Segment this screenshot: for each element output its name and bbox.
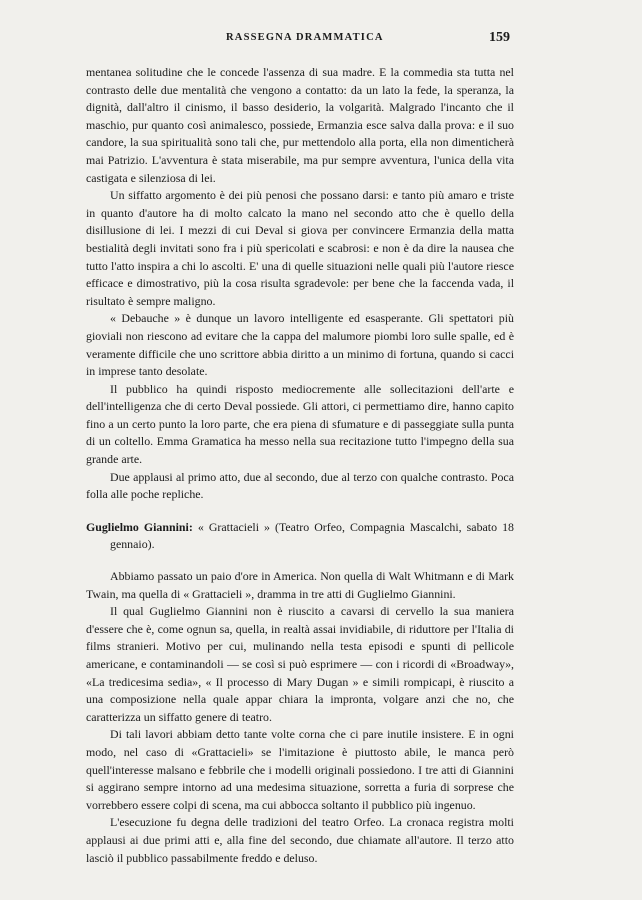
paragraph: Due applausi al primo atto, due al secondo, due al terzo con qualche contrasto. Poca folla alle poche repliche. <box>86 469 514 502</box>
paragraph: mentanea solitudine che le concede l'assenza di sua madre. E la commedia sta tutta nel contrasto delle due mentalità che vengono a contatto: da un lato la fede, la speranza, la dignità, dall'altro il cinismo, il basso desiderio, la volgarità. Malgrado l'incanto che il maschio, pur quanto così animalesco, possiede, Ermanzia esce salva dalla prova: e il suo candore, la sua spiritualità sono tali che, pur mettendolo alla porta, ella non dimenticherà mai Patrizio. L'avventura è stata miserabile, ma pur sempre avventura, l'unica della vita castigata e silenziosa di lei. <box>86 65 514 185</box>
review-details: « Grattacieli » (Teatro Orfeo, Compagnia Mascalchi, sabato 18 gennaio). <box>110 519 514 552</box>
paragraph: Di tali lavori abbiam detto tante volte corna che ci pare inutile insistere. E in ogni modo, nel caso di «Grattacieli» se l'imitazione è piuttosto abile, le manca però quell'interesse malsano e febbrile che i modelli originali possiedono. I tre atti di Giannini si aggirano sempre intorno ad una medesima situazione, sorretta a furia di sorprese che vorrebbero essere colpi di scena, ma cui abbocca soltanto il pubblico più ingenuo. <box>86 727 514 812</box>
paragraph: Il qual Guglielmo Giannini non è riuscito a cavarsi di cervello la sua maniera d'essere che è, come ognun sa, quella, in realtà assai invidiabile, di riduttore per l'Italia di films stranieri. Motivo per cui, mulinando nella testa episodi e spunti di pellicole americane, e contaminandoli — se così si può esprimere — con i ricordi di «Broadway», «La tredicesima sedia», « Il processo di Mary Dugan » e simili rompicapi, è riuscito a una composizione nella quale appar chiara la impronta, volgare anzi che no, che caratterizza un siffatto genere di teatro. <box>86 604 514 724</box>
paragraph: Il pubblico ha quindi risposto mediocremente alle sollecitazioni dell'arte e dell'intelligenza che di certo Deval possiede. Gli attori, ci permettiamo dire, hanno capito fino a un certo punto la loro parte, che era piena di sfumature e di passeggiate sulla punta di un coltello. Emma Gramatica ha messo nella sua recitazione tutto l'impegno della sua grande arte. <box>86 381 514 467</box>
article-body <box>86 64 514 867</box>
paragraph: Abbiamo passato un paio d'ore in America. Non quella di Walt Whitmann e di Mark Twain, ma quella di « Grattacieli », dramma in tre atti di Guglielmo Giannini. <box>86 569 514 601</box>
page-number: 159 <box>489 30 510 45</box>
critic-name: Guglielmo Giannini: <box>86 519 193 534</box>
paragraph: « Debauche » è dunque un lavoro intelligente ed esasperante. Gli spettatori più gioviali non riescono ad evitare che la cappa del malumore piombi loro sulle spalle, ed è veramente difficile che uno scrittore abbia diritto a un minimo di fortuna, quando si cacci in imprese tanto desolate. <box>86 311 514 379</box>
paragraph: Un siffatto argomento è dei più penosi che possano darsi: e tanto più amaro e triste in quanto d'autore ha di molto calcato la mano nel secondo atto che è quello della disillusione di lei. I mezzi di cui Deval si giova per convincere Ermanzia della matta bestialità degli invitati sono fra i più spericolati e scabrosi: e non è da dire la nausea che tutto l'atto inspira a chi lo ascolti. E' una di quelle situazioni nelle quali più l'autore riesce efficace e dimostrativo, più la cosa risulta sgradevole: per bene che la faccenda vada, il risultato è sempre maligno. <box>86 188 514 308</box>
review-heading <box>86 519 514 554</box>
paragraph: L'esecuzione fu degna delle tradizioni del teatro Orfeo. La cronaca registra molti applausi ai due primi atti e, alla fine del secondo, due chiamate all'autore. Il terzo atto lasciò il pubblico passabilmente freddo e deluso. <box>86 815 514 865</box>
running-header: RASSEGNA DRAMMATICA <box>226 32 384 43</box>
